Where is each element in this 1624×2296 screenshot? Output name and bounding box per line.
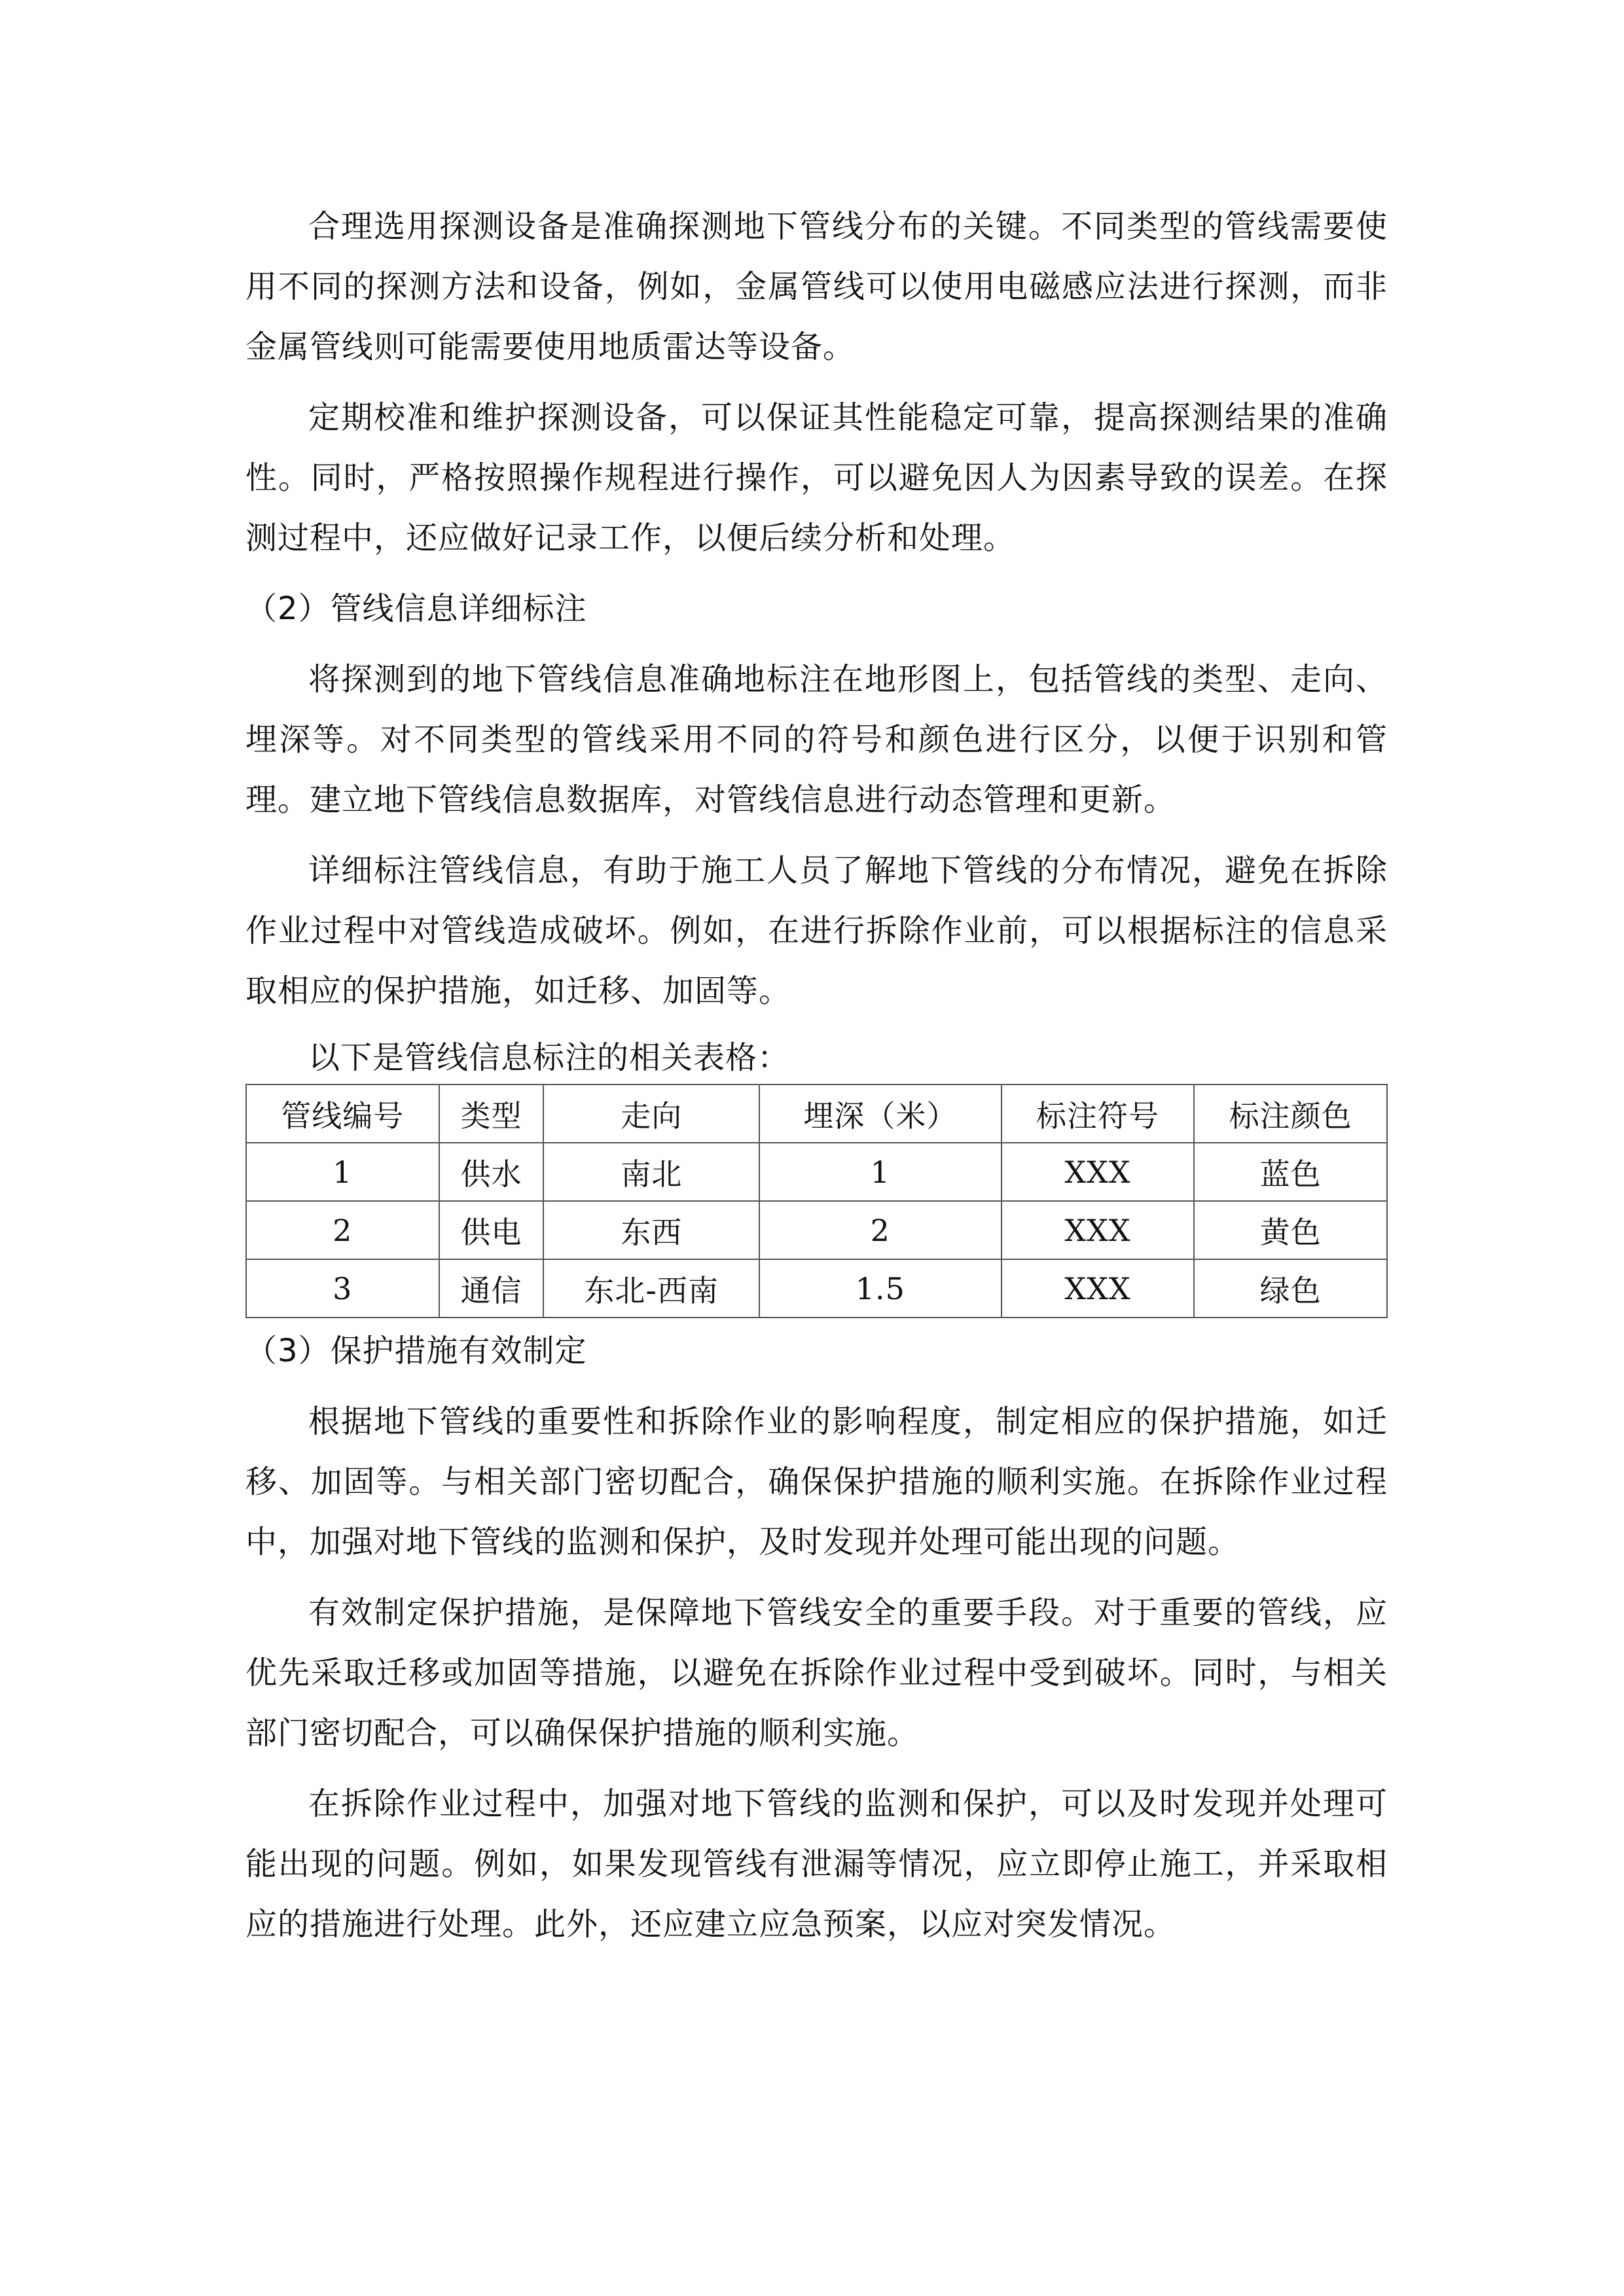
cell-direction: 东北-西南 bbox=[543, 1259, 759, 1318]
table-row bbox=[246, 1259, 1387, 1318]
header-direction: 走向 bbox=[543, 1085, 759, 1143]
paragraph-protection-formulation: 根据地下管线的重要性和拆除作业的影响程度，制定相应的保护措施，如迁移、加固等。与相关部门密切配合，确保保护措施的顺利实施。在拆除作业过程中，加强对地下管线的监测和保护，及时发现并处理可能出现的问题。 bbox=[245, 1403, 1388, 1560]
paragraph-equipment-calibration: 定期校准和维护探测设备，可以保证其性能稳定可靠，提高探测结果的准确性。同时，严格按照操作规程进行操作，可以避免因人为因素导致的误差。在探测过程中，还应做好记录工作，以便后续分析和处理。 bbox=[245, 399, 1388, 556]
paragraph-monitoring-response: 在拆除作业过程中，加强对地下管线的监测和保护，可以及时发现并处理可能出现的问题。例如，如果发现管线有泄漏等情况，应立即停止施工，并采取相应的措施进行处理。此外，还应建立应急预案，以应对突发情况。 bbox=[245, 1785, 1388, 1943]
paragraph-annotation-benefit: 详细标注管线信息，有助于施工人员了解地下管线的分布情况，避免在拆除作业过程中对管线造成破坏。例如，在进行拆除作业前，可以根据标注的信息采取相应的保护措施，如迁移、加固等。 bbox=[245, 852, 1388, 1009]
cell-symbol: XXX bbox=[1001, 1201, 1195, 1259]
header-symbol: 标注符号 bbox=[1001, 1085, 1195, 1143]
cell-color: 蓝色 bbox=[1194, 1143, 1387, 1201]
cell-color: 黄色 bbox=[1194, 1201, 1387, 1259]
cell-symbol: XXX bbox=[1001, 1259, 1195, 1318]
cell-depth: 1.5 bbox=[759, 1259, 1001, 1318]
cell-depth: 2 bbox=[759, 1201, 1001, 1259]
section-heading-pipeline-annotation: （2）管线信息详细标注 bbox=[245, 590, 587, 627]
cell-direction: 东西 bbox=[543, 1201, 759, 1259]
cell-pipeline-id: 3 bbox=[246, 1259, 439, 1318]
table-row bbox=[246, 1201, 1387, 1259]
cell-depth: 1 bbox=[759, 1143, 1001, 1201]
header-depth: 埋深（米） bbox=[759, 1085, 1001, 1143]
section-heading-protection-measures: （3）保护措施有效制定 bbox=[245, 1333, 587, 1369]
header-type: 类型 bbox=[439, 1085, 544, 1143]
header-color: 标注颜色 bbox=[1194, 1085, 1387, 1143]
table-intro: 以下是管线信息标注的相关表格： bbox=[308, 1039, 790, 1076]
cell-symbol: XXX bbox=[1001, 1143, 1195, 1201]
table-header-row bbox=[246, 1085, 1387, 1143]
header-pipeline-id: 管线编号 bbox=[246, 1085, 439, 1143]
cell-type: 供电 bbox=[439, 1201, 544, 1259]
cell-direction: 南北 bbox=[543, 1143, 759, 1201]
cell-type: 通信 bbox=[439, 1259, 544, 1318]
cell-pipeline-id: 1 bbox=[246, 1143, 439, 1201]
paragraph-equipment-selection: 合理选用探测设备是准确探测地下管线分布的关键。不同类型的管线需要使用不同的探测方法和设备，例如，金属管线可以使用电磁感应法进行探测，而非金属管线则可能需要使用地质雷达等设备。 bbox=[245, 208, 1388, 365]
paragraph-annotation-method: 将探测到的地下管线信息准确地标注在地形图上，包括管线的类型、走向、埋深等。对不同类型的管线采用不同的符号和颜色进行区分，以便于识别和管理。建立地下管线信息数据库，对管线信息进行动态管理和更新。 bbox=[245, 661, 1388, 818]
table-row bbox=[246, 1143, 1387, 1201]
cell-color: 绿色 bbox=[1194, 1259, 1387, 1318]
paragraph-protection-importance: 有效制定保护措施，是保障地下管线安全的重要手段。对于重要的管线，应优先采取迁移或加固等措施，以避免在拆除作业过程中受到破坏。同时，与相关部门密切配合，可以确保保护措施的顺利实施。 bbox=[245, 1594, 1388, 1751]
document-page bbox=[245, 196, 1388, 1965]
cell-pipeline-id: 2 bbox=[246, 1201, 439, 1259]
cell-type: 供水 bbox=[439, 1143, 544, 1201]
pipeline-info-table bbox=[245, 1084, 1388, 1318]
